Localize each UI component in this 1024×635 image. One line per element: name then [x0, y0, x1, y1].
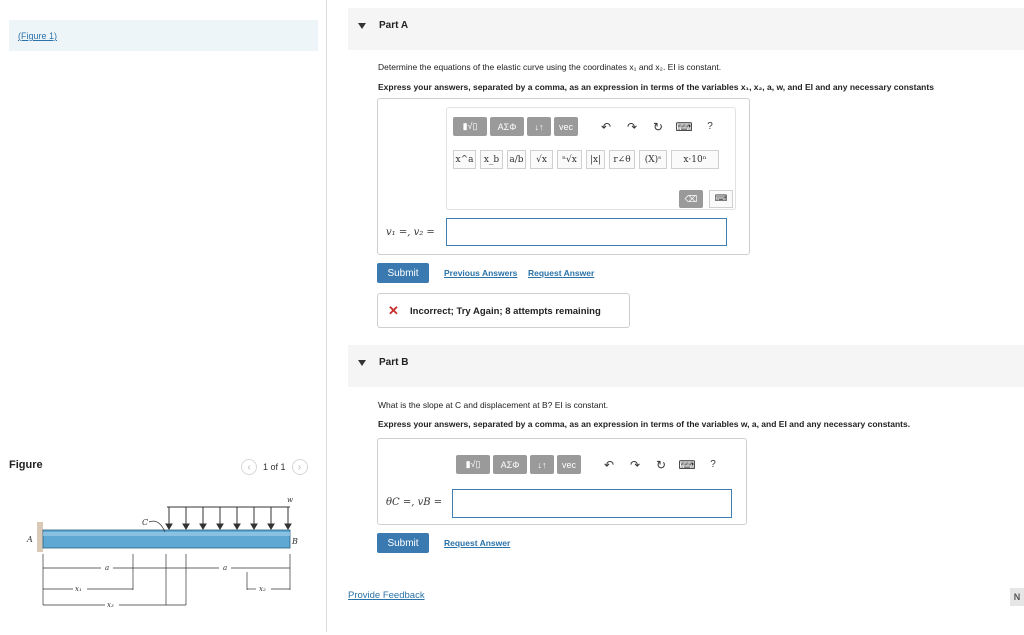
- greek-button[interactable]: ΑΣΦ: [493, 455, 527, 474]
- part-b-request-answer-link[interactable]: Request Answer: [444, 538, 511, 548]
- dim-label-a1: a: [105, 564, 110, 572]
- figure-title: Figure: [9, 459, 43, 471]
- keyboard-icon[interactable]: ⌨: [678, 457, 696, 472]
- reset-icon[interactable]: ↻: [655, 457, 667, 472]
- dimension-lines: [43, 554, 290, 605]
- keypad-icon[interactable]: ⌨: [709, 190, 733, 208]
- part-b-header[interactable]: [348, 345, 1024, 387]
- figure-link-box: [9, 20, 318, 51]
- part-a-submit-button[interactable]: Submit: [377, 263, 429, 283]
- figure-link[interactable]: (Figure 1): [18, 31, 58, 41]
- help-icon[interactable]: ?: [707, 121, 713, 132]
- palette-vector-power[interactable]: (X)ˢ: [639, 150, 667, 169]
- undo-icon[interactable]: ↶: [600, 119, 612, 134]
- part-a-title: Part A: [379, 20, 409, 31]
- help-icon[interactable]: ?: [710, 459, 716, 470]
- part-b-question: What is the slope at C and displacement at B? EI is constant.: [378, 400, 609, 410]
- part-b-answer-input[interactable]: [452, 489, 732, 518]
- palette-fraction[interactable]: a/b: [507, 150, 526, 169]
- redo-icon[interactable]: ↷: [626, 119, 638, 134]
- delete-key-icon[interactable]: ⌫: [679, 190, 703, 208]
- vec-button[interactable]: vec: [554, 117, 578, 136]
- dim-label-a2: a: [223, 564, 228, 572]
- part-b-toolbar: [456, 455, 724, 474]
- end-label-b: B: [292, 537, 298, 546]
- part-a-palette: [453, 150, 723, 169]
- prev-figure-button[interactable]: ‹: [241, 459, 257, 475]
- part-a-header[interactable]: [348, 8, 1024, 50]
- dim-label-x1: x₁: [75, 585, 82, 593]
- next-figure-button[interactable]: ›: [292, 459, 308, 475]
- part-b-title: Part B: [379, 357, 409, 368]
- part-b-answer-label: θC =, vB =: [386, 497, 443, 508]
- reset-icon[interactable]: ↻: [652, 119, 664, 134]
- part-a-equation-editor: [446, 107, 736, 210]
- palette-scientific[interactable]: x·10ⁿ: [671, 150, 719, 169]
- next-button[interactable]: N: [1010, 588, 1024, 606]
- error-x-icon: ✕: [388, 303, 399, 318]
- dim-label-x3: x₃: [107, 601, 114, 609]
- wall-support: [37, 522, 43, 552]
- figure-pager: [241, 459, 308, 475]
- end-label-a: A: [27, 535, 33, 544]
- part-b-instructions: Express your answers, separated by a comma, as an expression in terms of the variables w, a, and EI and any necessary constants.: [378, 419, 911, 429]
- part-a-answer-label: v₁ =, v₂ =: [386, 227, 435, 238]
- beam-figure: [25, 492, 305, 617]
- palette-subscript[interactable]: x_b: [480, 150, 503, 169]
- part-a-request-answer-link[interactable]: Request Answer: [528, 268, 595, 278]
- collapse-caret-icon[interactable]: [358, 23, 366, 29]
- collapse-caret-icon[interactable]: [358, 360, 366, 366]
- part-a-instructions: Express your answers, separated by a comma, as an expression in terms of the variables x₁, x₂, a, w, and EI and any necessary constants: [378, 82, 934, 92]
- keyboard-icon[interactable]: ⌨: [675, 119, 693, 134]
- templates-button[interactable]: ▮√▯: [456, 455, 490, 474]
- undo-icon[interactable]: ↶: [603, 457, 615, 472]
- dim-label-x2: x₂: [259, 585, 266, 593]
- feedback-text: Incorrect; Try Again; 8 attempts remaining: [410, 306, 601, 317]
- palette-polar[interactable]: r∠θ: [609, 150, 635, 169]
- load-arrows: [166, 507, 291, 529]
- beam-highlight: [43, 532, 290, 536]
- templates-button[interactable]: ▮√▯: [453, 117, 487, 136]
- palette-superscript[interactable]: x^a: [453, 150, 476, 169]
- part-a-answer-box: [377, 98, 750, 255]
- part-a-answer-input[interactable]: [446, 218, 727, 246]
- part-a-question: Determine the equations of the elastic curve using the coordinates x₁ and x₂. EI is constant.: [378, 62, 722, 72]
- point-label-c: C: [142, 518, 149, 527]
- arrows-button[interactable]: ↓↑: [527, 117, 551, 136]
- palette-abs[interactable]: |x|: [586, 150, 605, 169]
- part-a-toolbar: [453, 117, 721, 136]
- feedback-message: [377, 293, 630, 328]
- load-label-w: w: [287, 496, 293, 504]
- part-b-answer-box: [377, 438, 747, 525]
- part-b-submit-button[interactable]: Submit: [377, 533, 429, 553]
- provide-feedback-link[interactable]: Provide Feedback: [348, 590, 425, 601]
- palette-sqrt[interactable]: √x: [530, 150, 553, 169]
- arrows-button[interactable]: ↓↑: [530, 455, 554, 474]
- vec-button[interactable]: vec: [557, 455, 581, 474]
- greek-button[interactable]: ΑΣΦ: [490, 117, 524, 136]
- redo-icon[interactable]: ↷: [629, 457, 641, 472]
- figure-pane: [0, 0, 327, 632]
- previous-answers-link[interactable]: Previous Answers: [444, 268, 518, 278]
- palette-nth-root[interactable]: ⁿ√x: [557, 150, 582, 169]
- pager-text: 1 of 1: [263, 462, 286, 472]
